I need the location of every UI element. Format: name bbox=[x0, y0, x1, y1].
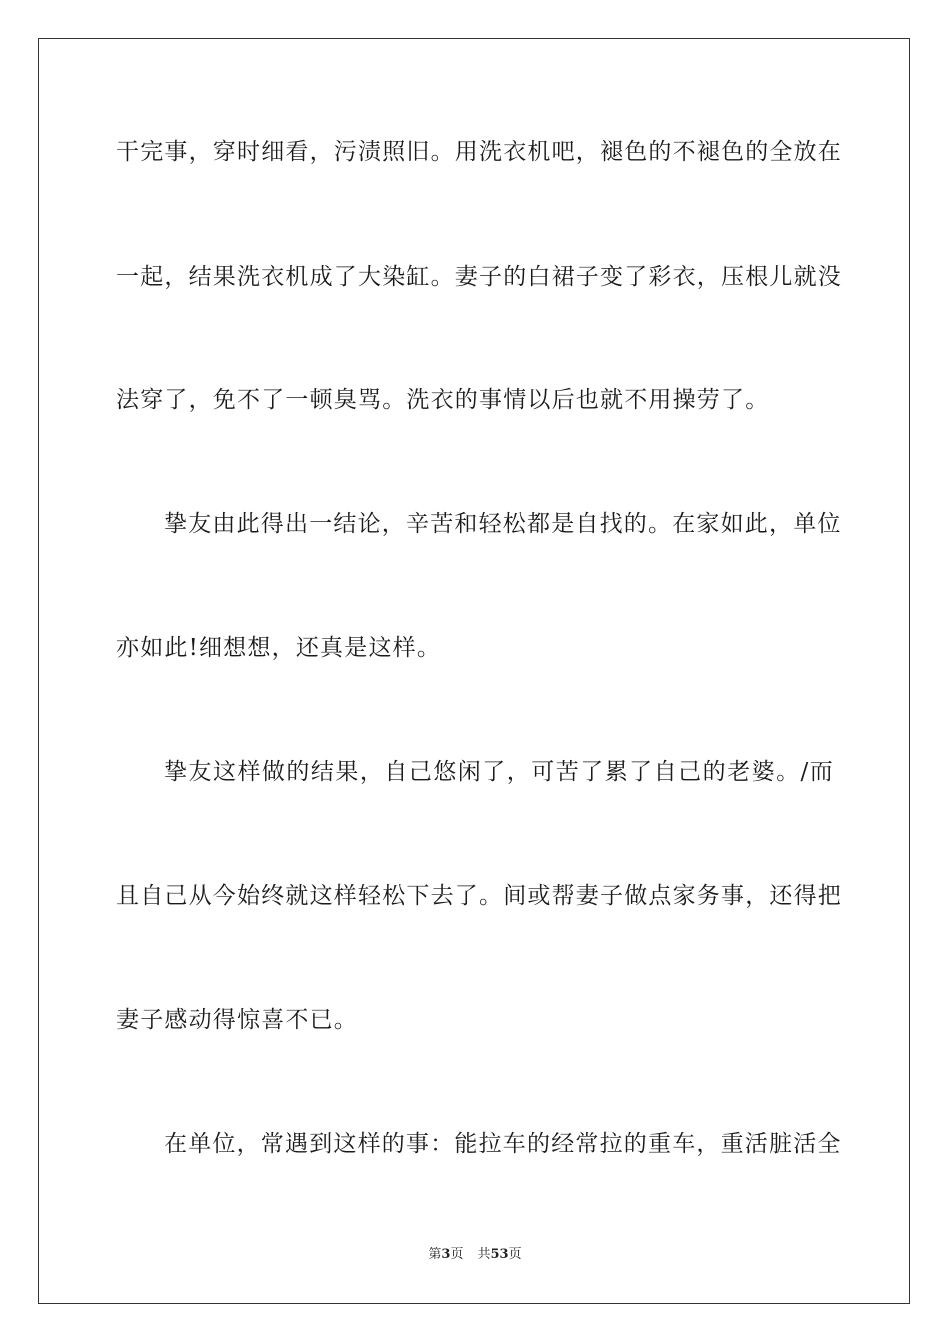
page-footer bbox=[0, 1246, 950, 1264]
text-line-5: 亦如此!细想想，还真是这样。 bbox=[116, 635, 442, 661]
page-border bbox=[38, 38, 910, 1304]
text-line-1: 干完事，穿时细看，污渍照旧。用洗衣机吧，褪色的不褪色的全放在 bbox=[116, 139, 842, 165]
text-line-2: 一起，结果洗衣机成了大染缸。妻子的白裙子变了彩衣，压根儿就没 bbox=[116, 264, 842, 290]
text-line-6: 挚友这样做的结果，自己悠闲了，可苦了累了自己的老婆。/而 bbox=[164, 759, 834, 785]
page-label-prefix: 第 bbox=[428, 1247, 442, 1262]
text-line-7: 且自己从今始终就这样轻松下去了。间或帮妻子做点家务事，还得把 bbox=[116, 883, 842, 909]
total-label-suffix: 页 bbox=[508, 1247, 522, 1262]
total-label-prefix: 共 bbox=[477, 1247, 491, 1262]
text-line-9: 在单位，常遇到这样的事：能拉车的经常拉的重车，重活脏活全 bbox=[164, 1131, 842, 1157]
page-label-suffix: 页 bbox=[450, 1247, 464, 1262]
text-line-8: 妻子感动得惊喜不已。 bbox=[116, 1007, 358, 1033]
text-line-3: 法穿了，免不了一顿臭骂。洗衣的事情以后也就不用操劳了。 bbox=[116, 387, 770, 413]
page-number: 3 bbox=[441, 1247, 451, 1262]
text-line-4: 挚友由此得出一结论，辛苦和轻松都是自找的。在家如此，单位 bbox=[164, 511, 842, 537]
total-pages: 53 bbox=[490, 1247, 509, 1262]
